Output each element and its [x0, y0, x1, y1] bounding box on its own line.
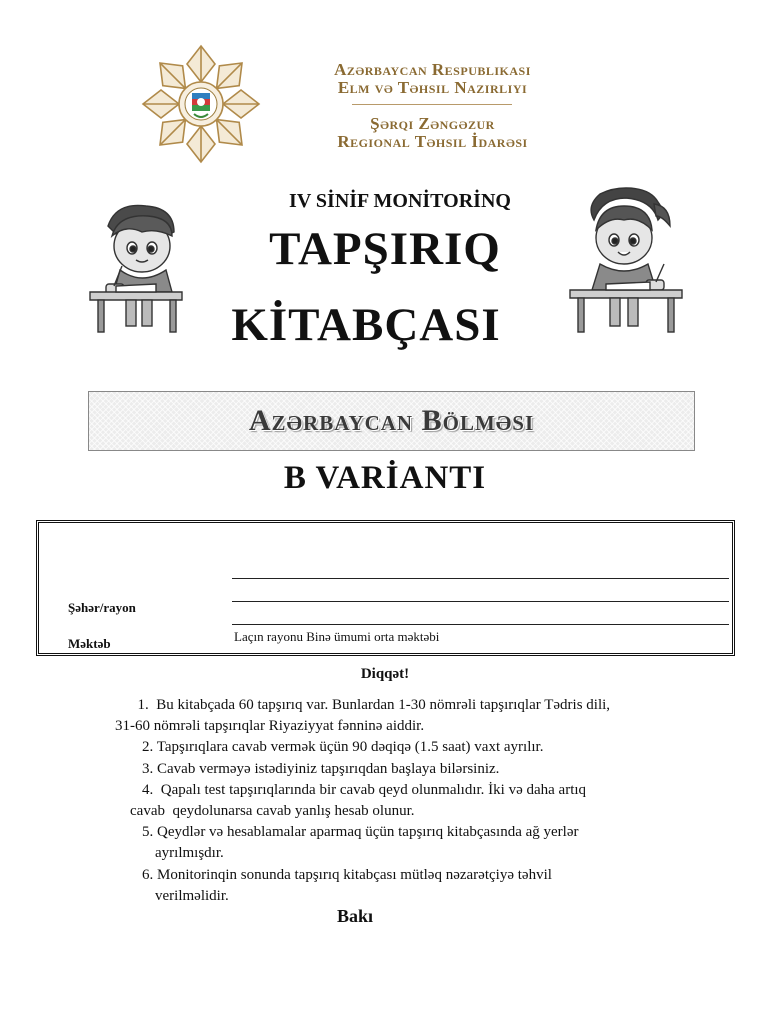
- form-line: [232, 624, 729, 625]
- section-title: Azərbaycan Bölməsi: [248, 404, 535, 437]
- instruction-item: 2. Tapşırıqlara cavab vermək üçün 90 dəqiqə (1.5 saat) vaxt ayrılır.: [142, 739, 544, 756]
- header-divider: [352, 104, 512, 105]
- grade-heading: IV SİNİF MONİTORİNQ: [289, 190, 511, 212]
- school-name-field[interactable]: Laçın rayonu Binə ümumi orta məktəbi: [234, 629, 440, 644]
- instruction-item: 5. Qeydlər və hesablamalar aparmaq üçün tapşırıq kitabçasında ağ yerlər: [142, 824, 579, 841]
- city-footer: Bakı: [336, 906, 374, 926]
- school-label: Məktəb: [68, 636, 111, 651]
- ministry-name-line1: Azərbaycan Respublikası: [334, 60, 531, 79]
- instruction-item: 1. Bu kitabçada 60 tapşırıq var. Bunlardan 1-30 nömrəli tapşırıqlar Tədris dili,: [130, 697, 611, 713]
- attention-heading: Diqqət!: [360, 666, 410, 682]
- form-line: [232, 578, 729, 579]
- ministry-emblem: [136, 42, 266, 166]
- booklet-title-line1: TAPŞIRIQ: [269, 223, 501, 275]
- variant-heading: B VARİANTI: [283, 460, 487, 496]
- instructions-list: [115, 695, 670, 907]
- ministry-name-line2: Elm və Təhsil Nazirliyi: [337, 78, 528, 97]
- regional-office-line1: Şərqi Zəngəzur: [370, 114, 495, 133]
- form-line: [232, 601, 729, 602]
- instruction-item: 6. Monitorinqin sonunda tapşırıq kitabçası mütləq nəzarətçiyə təhvil: [142, 866, 552, 883]
- instruction-item: verilməlidir.: [155, 887, 229, 904]
- regional-office-line2: Regional Təhsil İdarəsi: [337, 132, 528, 151]
- school-info-box: [36, 520, 735, 656]
- instruction-item: 4. Qapalı test tapşırıqlarında bir cavab qeyd olunmalıdır. İki və daha artıq: [142, 781, 587, 798]
- boy-student-illustration: [86, 196, 206, 338]
- booklet-title-line2: KİTABÇASI: [231, 299, 501, 351]
- instruction-item: 31-60 nömrəli tapşırıqlar Riyaziyyat fənninə aiddir.: [115, 718, 425, 735]
- instruction-item: 3. Cavab verməyə istədiyiniz tapşırıqdan başlaya bilərsiniz.: [142, 760, 500, 777]
- section-banner: [88, 391, 695, 451]
- city-district-label: Şəhər/rayon: [68, 600, 136, 615]
- instruction-item: ayrılmışdır.: [155, 845, 224, 862]
- instruction-item: cavab qeydolunarsa cavab yanlış hesab olunur.: [130, 803, 415, 820]
